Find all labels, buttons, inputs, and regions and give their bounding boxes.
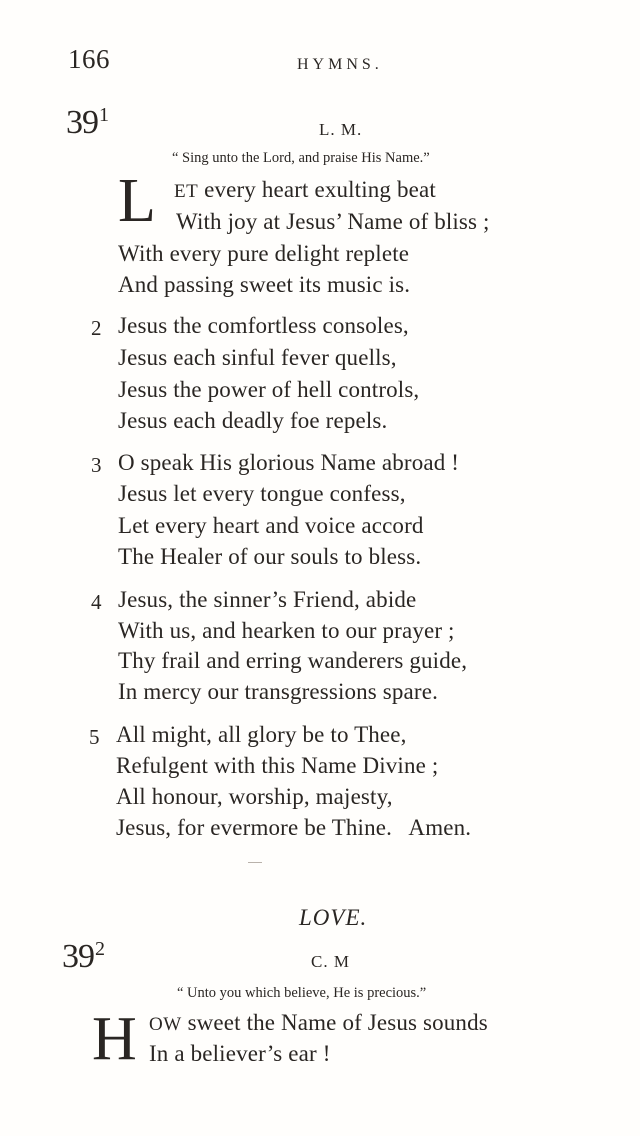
verse-line: Jesus, the sinner’s Friend, abide bbox=[118, 587, 417, 612]
first-line-caps: ET bbox=[174, 181, 199, 202]
verse-line: Jesus let every tongue confess, bbox=[118, 481, 406, 506]
verse-line: In a believer’s ear ! bbox=[149, 1041, 331, 1066]
verse-line: Let every heart and voice accord bbox=[118, 513, 424, 538]
verse-line: Jesus each sinful fever quells, bbox=[118, 345, 397, 370]
hymn-391-first-line bbox=[174, 177, 436, 203]
verse-line: Jesus the power of hell controls, bbox=[118, 377, 420, 402]
hymn-392-dropcap: H bbox=[92, 1005, 137, 1073]
section-heading: LOVE. bbox=[299, 905, 368, 930]
page-number: 166 bbox=[68, 44, 110, 74]
hymn-392-epigraph: “ Unto you which believe, He is precious.” bbox=[177, 985, 427, 1001]
verse-line: Jesus, for evermore be Thine. Amen. bbox=[116, 815, 472, 840]
hymn-392-meter: C. M bbox=[311, 952, 350, 971]
hymn-number-391: $39^1$ bbox=[66, 104, 108, 141]
hymn-391-dropcap: L bbox=[118, 167, 156, 235]
hymn-391-meter: L. M. bbox=[319, 120, 363, 139]
stanza-number: 3 bbox=[91, 453, 102, 477]
first-line-rest: sweet the Name of Jesus sounds bbox=[187, 1010, 488, 1035]
verse-line: All might, all glory be to Thee, bbox=[116, 722, 407, 747]
verse-line: And passing sweet its music is. bbox=[118, 272, 411, 297]
first-line-rest: every heart exulting beat bbox=[204, 177, 436, 202]
stanza-number: 2 bbox=[91, 316, 102, 340]
first-line-caps: OW bbox=[149, 1014, 182, 1035]
stanza-number: 4 bbox=[91, 590, 102, 614]
verse-line: With every pure delight replete bbox=[118, 241, 410, 266]
separator-rule bbox=[248, 862, 262, 863]
verse-line: O speak His glorious Name abroad ! bbox=[118, 450, 460, 475]
verse-line: Jesus each deadly foe repels. bbox=[118, 408, 388, 433]
hymn-392-first-line bbox=[149, 1010, 488, 1036]
verse-line: Refulgent with this Name Divine ; bbox=[116, 753, 439, 778]
hymn-number-392: $39^2$ bbox=[62, 938, 104, 975]
hymn-391-epigraph: “ Sing unto the Lord, and praise His Name.” bbox=[172, 150, 430, 166]
stanza-number: 5 bbox=[89, 725, 100, 749]
verse-line: Jesus the comfortless consoles, bbox=[118, 313, 409, 338]
verse-line: With joy at Jesus’ Name of bliss ; bbox=[176, 209, 490, 234]
verse-line: All honour, worship, majesty, bbox=[116, 784, 393, 809]
running-head: HYMNS. bbox=[297, 56, 383, 73]
verse-line: The Healer of our souls to bless. bbox=[118, 544, 422, 569]
verse-line: Thy frail and erring wanderers guide, bbox=[118, 648, 468, 673]
verse-line: With us, and hearken to our prayer ; bbox=[118, 618, 455, 643]
verse-line: In mercy our transgressions spare. bbox=[118, 679, 438, 704]
